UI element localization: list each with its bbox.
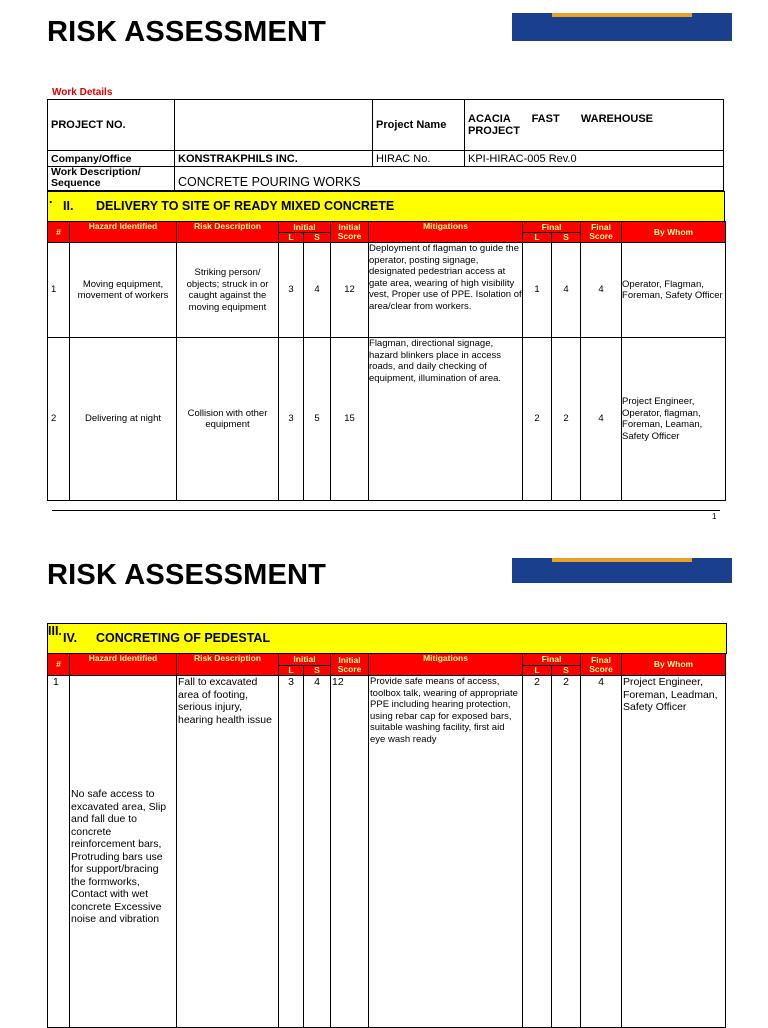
page1-title: RISK ASSESSMENT <box>47 16 327 48</box>
col-final-score: Final Score <box>581 654 622 676</box>
work-details-table <box>47 99 724 191</box>
row-num: 2 <box>48 338 70 501</box>
col-final-l: L <box>523 233 552 243</box>
risk-table-pedestal <box>47 653 726 1028</box>
col-hazard: Hazard Identified <box>70 222 177 243</box>
work-details-label: Work Details <box>52 87 113 98</box>
row-num: 1 <box>48 676 70 1028</box>
row-final-s: 2 <box>552 338 581 501</box>
col-final-s: S <box>552 666 581 676</box>
row-initial-score: 12 <box>331 676 369 1028</box>
row-final-s: 2 <box>552 676 581 1028</box>
page-number: 1 <box>712 512 717 521</box>
row-risk: Collision with other equipment <box>177 338 279 501</box>
section-title: CONCRETING OF PEDESTAL <box>96 631 271 645</box>
col-final: Final <box>523 222 581 233</box>
footer-rule <box>52 510 720 511</box>
row-initial-s: 4 <box>304 243 331 338</box>
page2-title: RISK ASSESSMENT <box>47 559 327 591</box>
col-initial: Initial <box>279 222 331 233</box>
row-risk: Fall to excavated area of footing, serious injury, hearing health issue <box>177 676 279 1028</box>
row-initial-score: 15 <box>331 338 369 501</box>
section-marker: . <box>49 192 53 206</box>
row-initial-s: 5 <box>304 338 331 501</box>
row-final-l: 1 <box>523 243 552 338</box>
col-num: # <box>48 654 70 676</box>
col-num: # <box>48 222 70 243</box>
section-band-delivery <box>47 191 725 222</box>
table-row <box>48 243 726 338</box>
col-final-score: Final Score <box>581 222 622 243</box>
row-hazard: Moving equipment, movement of workers <box>70 243 177 338</box>
row-initial-s: 4 <box>304 676 331 1028</box>
work-desc-label: Work Description/ Sequence <box>48 167 175 191</box>
section-number: IV. <box>63 631 78 645</box>
section-number: II. <box>63 199 74 213</box>
col-risk: Risk Description <box>177 654 279 676</box>
row-final-score: 4 <box>581 676 622 1028</box>
row-risk: Striking person/ objects; struck in or caught against the moving equipment <box>177 243 279 338</box>
row-final-score: 4 <box>581 243 622 338</box>
col-risk: Risk Description <box>177 222 279 243</box>
section-title: DELIVERY TO SITE OF READY MIXED CONCRETE <box>96 199 395 213</box>
col-initial-score: Initial Score <box>331 222 369 243</box>
table-row <box>48 676 726 1028</box>
col-initial: Initial <box>279 654 331 666</box>
col-initial-l: L <box>279 233 304 243</box>
row-final-score: 4 <box>581 338 622 501</box>
row-initial-l: 3 <box>279 676 304 1028</box>
company-value: KONSTRAKPHILS INC. <box>175 151 373 167</box>
col-initial-score: Initial Score <box>331 654 369 676</box>
col-final-l: L <box>523 666 552 676</box>
row-final-l: 2 <box>523 676 552 1028</box>
row-initial-l: 3 <box>279 338 304 501</box>
project-no-label: PROJECT NO. <box>48 100 175 151</box>
col-initial-l: L <box>279 666 304 676</box>
row-initial-l: 3 <box>279 243 304 338</box>
project-name-value: ACACIA FAST WAREHOUSE PROJECT <box>465 100 724 151</box>
row-mitigation: Deployment of flagman to guide the operator, posting signage, designated pedestrian access at gate area, wearing of high visibility vest, Proper use of PPE. Isolation of area/clear from workers. <box>369 243 523 338</box>
col-mitigations: Mitigations <box>369 222 523 243</box>
company-logo <box>512 558 732 583</box>
col-initial-s: S <box>304 233 331 243</box>
row-final-s: 4 <box>552 243 581 338</box>
col-initial-s: S <box>304 666 331 676</box>
table-row <box>48 338 726 501</box>
col-mitigations: Mitigations <box>369 654 523 676</box>
row-hazard: No safe access to excavated area, Slip and fall due to concrete reinforcement bars, Protruding bars use for support/bracing the formworks, Contact with wet concrete Excessive noise and vibration <box>70 676 177 1028</box>
row-mitigation: Provide safe means of access, toolbox talk, wearing of appropriate PPE including hearing protection, using rebar cap for exposed bars, suitable washing facility, first aid eye wash ready <box>369 676 523 1028</box>
section-band-pedestal <box>47 623 727 654</box>
row-initial-score: 12 <box>331 243 369 338</box>
hirac-value: KPI-HIRAC-005 Rev.0 <box>465 151 724 167</box>
company-logo <box>512 13 732 41</box>
col-hazard: Hazard Identified <box>70 654 177 676</box>
row-mitigation: Flagman, directional signage, hazard blinkers place in access roads, and daily checking of equipment, illumination of area. <box>369 338 523 501</box>
col-by-whom: By Whom <box>622 654 726 676</box>
row-num: 1 <box>48 243 70 338</box>
company-label: Company/Office <box>48 151 175 167</box>
row-final-l: 2 <box>523 338 552 501</box>
row-by-whom: Project Engineer, Foreman, Leadman, Safety Officer <box>622 676 726 1028</box>
project-no-value <box>175 100 373 151</box>
hirac-label: HIRAC No. <box>373 151 465 167</box>
project-name-label: Project Name <box>373 100 465 151</box>
section-marker: III. <box>48 624 62 638</box>
row-by-whom: Project Engineer, Operator, flagman, Foreman, Leaman, Safety Officer <box>622 338 726 501</box>
col-by-whom: By Whom <box>622 222 726 243</box>
row-hazard: Delivering at night <box>70 338 177 501</box>
row-by-whom: Operator, Flagman, Foreman, Safety Officer <box>622 243 726 338</box>
col-final-s: S <box>552 233 581 243</box>
col-final: Final <box>523 654 581 666</box>
risk-table-delivery <box>47 221 726 501</box>
work-desc-value: CONCRETE POURING WORKS <box>175 167 724 191</box>
